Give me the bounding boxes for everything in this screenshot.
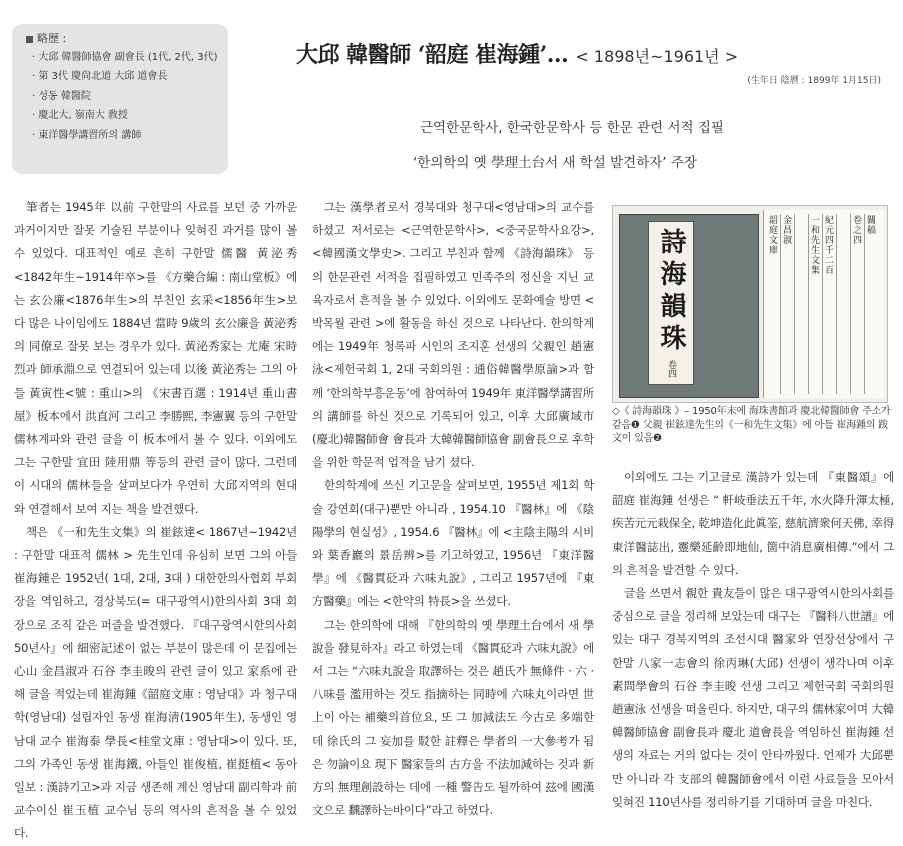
page-rule-line [836, 214, 837, 394]
photo-caption: ◇《 詩海韻珠 》– 1950年末에 海珠書館과 慶北韓醫師會 주소가 같음❶ 父親 崔鉉達先生의《一和先生文集》에 아들 崔海鍾의 跋文이 있음❷ [612, 406, 891, 444]
book-cover-label [648, 221, 694, 385]
cover-title: 詩海韻珠 [656, 228, 686, 356]
page-column-text: 關稿 [867, 216, 877, 236]
article-column-1 [14, 196, 297, 846]
paragraph: 筆者는 1945年 以前 구한말의 사료를 보던 중 가까운 과거이지만 잘못 기술된 부분이나 잊혀진 과거를 많이 볼 수 있었다. 대표적인 예로 흔히 구한말 儒醫 黃泌秀<1842年生~1914年卒>를 《方藥合編 : 南山堂板》에는 玄公廉<1876年生>의 부친인 玄采<1856年生>보다 많은 나이임에도 1884년 當時 9歲의 玄公廉을 黃泌秀의 同僚로 잘못 보는 경우가 있다. 黃泌秀家는 尤庵 宋時烈과 師承淵으로 연결되어 있는데 以後 黃泌秀는 그의 아들 黃寅性<號 : 重山>의 《宋書百選 : 1914년 重山書屋》板本에서 洪直河 그리고 李勝熙, 李憲翼 등의 구한말 儒林계파와 관련 글을 이 板本에서 볼 수 있다. 이외에도 그는 구한말 宜田 陸用鼎 等등의 관련 글이 많다. 그런데 이 시대의 儒林들을 살펴보다가 우연히 大邱지역의 현대와 연결해서 보여 지는 책을 발견했다. [14, 200, 297, 516]
book-cover [619, 214, 759, 398]
page-rule-line [808, 214, 809, 394]
title-main: 大邱 韓醫師 ‘韶庭 崔海鍾’… [296, 42, 569, 68]
page-column-text: 卷之四 [853, 216, 863, 246]
paragraph: 이외에도 그는 기고글로 漢詩가 있는데 『東醫頌』에 韶庭 崔海鍾 선생은 “ 軒岐垂法五千年, 水火降升渾太極, 疾苦元元栽保全, 乾坤造化此眞筌, 慈航濟衆何天佛, 幸得東洋醫誌出, 靈樂延齡即地仙, 箇中消息廣相傳.”에서 그의 흔적을 발견할 수 있다. [612, 470, 894, 577]
page-column-text: 一和先生文集 [811, 216, 821, 276]
birth-note: (生年日 陰曆 : 1899年 1月15日) [747, 76, 881, 86]
subtitle-2: ‘한의학의 옛 學理土台서 새 학설 발견하자’ 주장 [413, 155, 697, 171]
biography-heading [26, 33, 218, 46]
page-column-text: 紀元四千二百 [825, 216, 835, 276]
article-title [296, 38, 896, 69]
page-rule-line [780, 214, 781, 394]
paragraph: 한의학계에 쓰신 기고문을 살펴보면, 1955년 제1회 학술 강연회(대구)뿐만 아니라 , 1954.10 『醫林』에 《陰陽學의 현실성》, 1954.6 『醫林』에 <主陰主陽의 시비와 葉香巖의 景岳辨>를 기고하였고, 1956년 『東洋醫學』에 《醫貫砭과 六味丸說》, 그리고 1957년에 『東方醫藥』에는 <한약의 特長>을 쓰셨다. [312, 478, 594, 609]
page-column-text: 金昌淑 [783, 216, 793, 246]
square-bullet-icon [26, 36, 33, 43]
article-column-2 [312, 196, 594, 822]
biography-heading-label: 略歷 : [37, 32, 67, 45]
page-column-text: 韶庭文庫 [769, 216, 779, 256]
subtitle-1: 근역한문학사, 한국한문학사 등 한문 관련 서적 집필 [420, 120, 724, 136]
page-rule-line [822, 214, 823, 394]
title-dates: < 1898년~1961년 > [575, 47, 739, 66]
book-photo [612, 205, 888, 403]
cover-volume: 卷四 [666, 360, 676, 378]
paragraph: 책은 《一和先生文集》의 崔鉉達< 1867년~1942년 : 구한말 대표적 儒林 > 先生인데 유심히 보면 그의 아들 崔海鍾은 1952년( 1대, 2대, 3대 ) 대한한의사협회 부회장을 역임하고, 경상북도(= 대구광역시)한의사회 3대 회장으로 조직 같은 퍼즐을 발견했다. 『대구광역시한의사회 50년사』에 細密記述이 없는 부분이 많은데 이 문집에는 心山 金昌淑과 石谷 李圭晙의 관련 글이 있고 家系에 관해 글을 적었는데 崔海鍾《韶庭文庫 : 영남대》과 청구대학(영남대) 설립자인 동생 崔海淸(1905年生), 동생인 영남대 교수 崔海泰 學長<桂堂文庫 : 영남대>이 있다. 또, 그의 가족인 동생 崔海鐵, 아들인 崔俊植, 崔挺植< 동아일보 : 漢詩기고>과 지금 생존해 계신 영남대 副리학과 前 교수이신 崔玉植 교수님 등의 역사의 흔적을 볼 수 있었다. [14, 524, 297, 841]
biography-item: · 성동 韓醫院 [32, 91, 218, 103]
biography-item: · 東洋醫學講習所의 講師 [32, 130, 218, 142]
biography-list [26, 52, 218, 142]
biography-item: · 第 3代 慶尙北道 大邱 道會長 [32, 71, 218, 83]
page-rule-line [864, 214, 865, 394]
paragraph: 그는 漢學者로서 경북대와 청구대<영남대>의 교수를 하셨고 저서로는 <근역한문학사>, <중국문학사요강>, <韓國漢文學史>. 그리고 부친과 함께 《詩海韻珠》 등의 한문관련 서적을 집필하였고 민족주의 정신을 지닌 교육자로서 흔적을 볼 수 있었다. 이외에도 문화예술 방면 < 박목월 관련 >에 활동을 하신 것으로 나타난다. 한의학계에는 1949年 청록파 시인의 조지훈 선생의 父親인 趙憲泳<제헌국회 1, 2대 국회의원 : 通俗韓醫學原論>과 함께 ‘한의학부흥운동’에 참여하여 1949年 東洋醫學講習所의 講師를 하신 것으로 기록되어 있고, 이후 大邱廣域市(慶北)韓醫師會 會長과 大韓韓醫師協會 副會長으로 후학을 위한 학문적 업적을 남기 셨다. [312, 200, 594, 470]
biography-item: · 慶北大, 嶺南大 敎授 [32, 110, 218, 122]
page-rule-line [850, 214, 851, 394]
book-inner-page [763, 210, 884, 398]
page-rule-line [794, 214, 795, 394]
paragraph: 그는 한의학에 대해 『한의학의 옛 學理土台에서 새 學說을 發見하자』라고 하였는데 《醫貫砭과 六味丸說》에서 그는 “六味丸說을 取譯하는 것은 趙氏가 無條件 · 六 · 八味를 濫用하는 것도 指摘하는 同時에 六味丸이라면 世上이 아는 補藥의首位요, 또 그 加減法도 今古로 多端한데 徐氏의 그 妄加를 駁한 註釋은 學者의 一大參考가 됨은 勿論이요 現下 醫家들의 古方을 不法加減하는 것과 新方의 無理創設하는 데에 一種 警告도 될까하여 玆에 國漢文으로 飜譯하는바이다”라고 하였다. [312, 617, 594, 818]
paragraph: 글을 쓰면서 親한 貴友들이 많은 대구광역시한의사회를 중심으로 글을 정리해 보았는데 대구는 『醫科八世譜』에 있는 대구 경북지역의 조선시대 醫家와 연장선상에서 구한말 八家一志會의 徐丙琳(大邱) 선생이 생각나며 이후 素問學會의 石谷 李圭晙 선생 그리고 제헌국회 국회의원 趙憲泳 선생을 떠올린다. 하지만, 대구의 儒林家이며 大韓韓醫師協會 副會長과 慶北 道會長을 역임하신 崔海鍾 선생의 자료는 거의 없다는 것이 안타까웠다. 언제가 大邱뿐만 아니라 각 支部의 韓醫師會에서 이런 사료들을 모아서 잊혀진 110년사를 정리하기를 기대하며 글을 마친다. [612, 586, 894, 809]
biography-box [12, 24, 228, 174]
article-column-3 [612, 466, 894, 814]
biography-item: · 大邱 韓醫師協會 副會長 (1代, 2代, 3代) [32, 52, 218, 64]
